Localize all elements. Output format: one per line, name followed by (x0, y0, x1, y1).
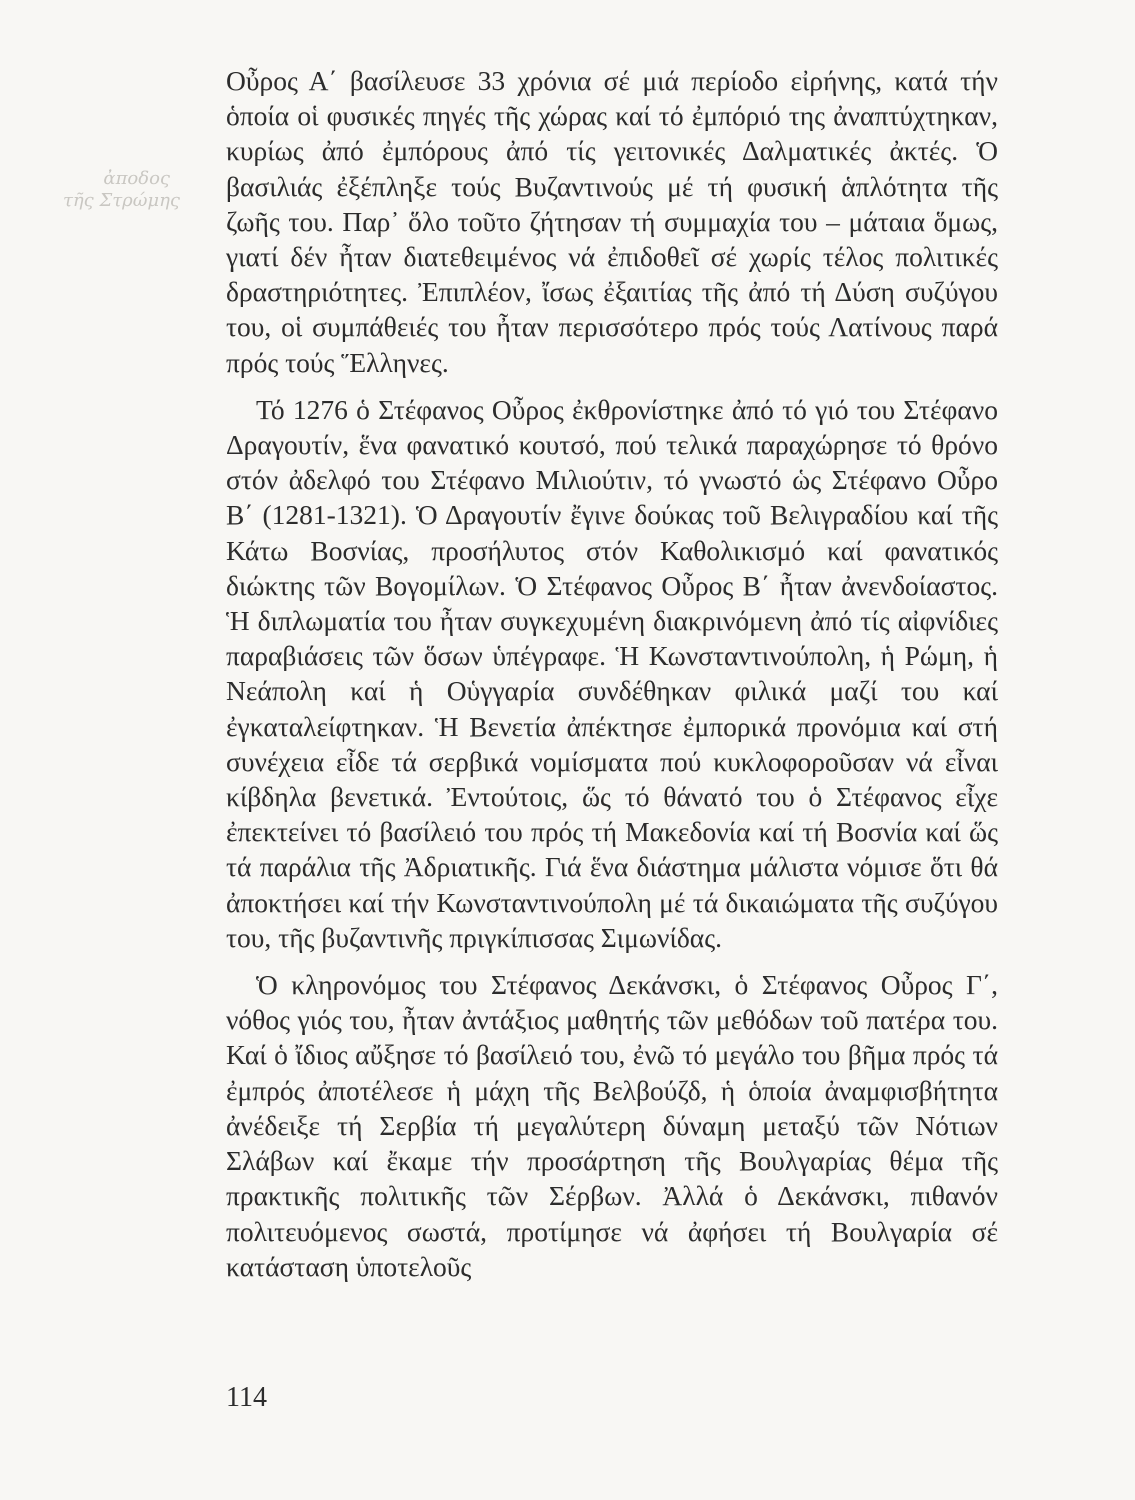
margin-bleed-through: ἀποδος (103, 168, 170, 189)
paragraph: Ὁ κληρονόμος του Στέφανος Δεκάνσκι, ὁ Στέφανος Οὖρος Γ΄, νόθος γιός του, ἦταν ἀντάξιος μαθητής τῶν μεθόδων τοῦ πατέρα του. Καί ὁ ἴδιος αὔξησε τό βασίλειό του, ἐνῶ τό μεγάλο του βῆμα πρός τά ἐμπρός ἀποτέλεσε ἡ μάχη τῆς Βελβούζδ, ἡ ὁποία ἀναμφισβήτητα ἀνέδειξε τή Σερβία τή μεγαλύτερη δύναμη μεταξύ τῶν Νότιων Σλάβων καί ἔκαμε τήν προσάρτηση τῆς Βουλγαρίας θέμα τῆς πρακτικῆς πολιτικῆς τῶν Σέρβων. Ἀλλά ὁ Δεκάνσκι, πιθανόν πολιτευόμενος σωστά, προτίμησε νά ἀφήσει τή Βουλγαρία σέ κατάσταση ὑποτελοῦς (226, 969, 998, 1282)
page-number: 114 (226, 1382, 267, 1413)
paragraph: Τό 1276 ὁ Στέφανος Οὖρος ἐκθρονίστηκε ἀπό τό γιό του Στέφανο Δραγουτίν, ἕνα φανατικό κουτσό, πού τελικά παραχώρησε τό θρόνο στόν ἀδελφό του Στέφανο Μιλιούτιν, τό γνωστό ὡς Στέφανο Οὖρο Β΄ (1281-1321). Ὁ Δραγουτίν ἔγινε δούκας τοῦ Βελιγραδίου καί τῆς Κάτω Βοσνίας, προσήλυτος στόν Καθολικισμό καί φανατικός διώκτης τῶν Βογομίλων. Ὁ Στέφανος Οὖρος Β΄ ἦταν ἀνενδοίαστος. Ἡ διπλωματία του ἦταν συγκεχυμένη διακρινόμενη ἀπό τίς αἰφνίδιες παραβιάσεις τῶν ὅσων ὑπέγραφε. Ἡ Κωνσταντινούπολη, ἡ Ρώμη, ἡ Νεάπολη καί ἡ Οὑγγαρία συνδέθηκαν φιλικά μαζί του καί ἐγκαταλείφτηκαν. Ἡ Βενετία ἀπέκτησε ἐμπορικά προνόμια καί στή συνέχεια εἶδε τά σερβικά νομίσματα πού κυκλοφοροῦσαν νά εἶναι κίβδηλα βενετικά. Ἐντούτοις, ὥς τό θάνατό του ὁ Στέφανος εἶχε ἐπεκτείνει τό βασίλειό του πρός τή Μακεδονία καί τή Βοσνία καί ὥς τά παράλια τῆς Ἀδριατικῆς. Γιά ἕνα διάστημα μάλιστα νόμισε ὅτι θά ἀποκτήσει καί τήν Κωνσταντινούπολη μέ τά δικαιώματα τῆς συζύγου του, τῆς βυζαντινῆς πριγκίπισσας Σιμωνίδας. (226, 393, 998, 953)
paragraph: Οὖρος Α΄ βασίλευσε 33 χρόνια σέ μιά περίοδο εἰρήνης, κατά τήν ὁποία οἱ φυσικές πηγές τῆς χώρας καί τό ἐμπόριό της ἀναπτύχτηκαν, κυρίως ἀπό ἐμπόρους ἀπό τίς γειτονικές Δαλματικές ἀκτές. Ὁ βασιλιάς ἐξέπληξε τούς Βυζαντινούς μέ τή φυσική ἁπλότητα τῆς ζωῆς του. Παρ᾽ ὅλο τοῦτο ζήτησαν τή συμμαχία του – μάταια ὅμως, γιατί δέν ἦταν διατεθειμένος νά ἐπιδοθεῖ σέ χωρίς τέλος πολιτικές δραστηριότητες. Ἐπιπλέον, ἴσως ἐξαιτίας τῆς ἀπό τή Δύση συζύγου του, οἱ συμπάθειές του ἦταν περισσότερο πρός τούς Λατίνους παρά πρός τούς Ἕλληνες. (226, 65, 998, 378)
body-text (226, 63, 998, 1296)
margin-bleed-through: τῆς Στρώμης (62, 190, 180, 211)
